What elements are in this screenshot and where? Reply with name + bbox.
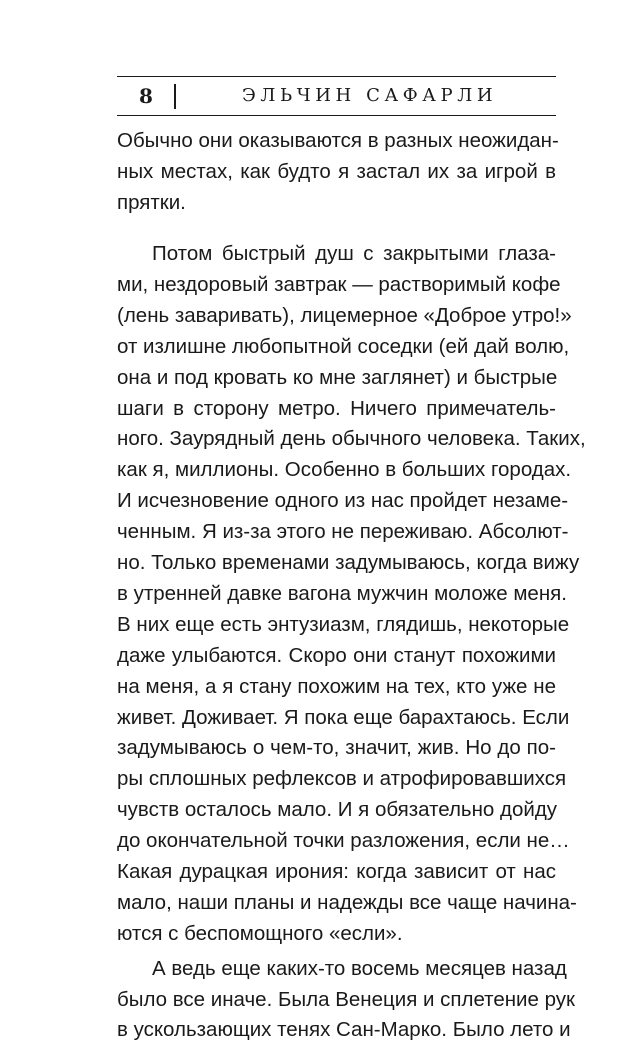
text-line: в ускользающих тенях Сан-Марко. Было лето и [117, 1018, 571, 1041]
text-line: ры сплошных рефлексов и атрофировавшихся [117, 767, 567, 790]
text-line: Потом быстрый душ с закрытыми глаза- [152, 242, 556, 265]
text-line: чувств осталось мало. И я обязательно дойду [117, 798, 558, 821]
page-number: 8 [139, 84, 153, 108]
text-line: мало, наши планы и надежды все чаще начина- [117, 891, 577, 914]
header-divider [174, 84, 176, 109]
text-line: в утренней давке вагона мужчин моложе меня. [117, 582, 567, 605]
running-header [117, 76, 556, 116]
text-line: от излишне любопытной соседки (ей дай волю, [117, 335, 570, 358]
text-line: ного. Заурядный день обычного человека. Таких, [117, 427, 586, 450]
text-line: ются с беспомощного «если». [117, 922, 403, 945]
text-line: задумываюсь о чем-то, значит, жив. Но до по- [117, 736, 556, 759]
text-line: Какая дурацкая ирония: когда зависит от нас [117, 860, 556, 883]
text-line: до окончательной точки разложения, если не… [117, 829, 570, 852]
text-line: И исчезновение одного из нас пройдет незаме- [117, 489, 569, 512]
text-line: ных местах, как будто я застал их за игрой в [117, 160, 556, 183]
text-line: прятки. [117, 191, 186, 214]
text-line: на меня, а я стану похожим на тех, кто уже не [117, 675, 556, 698]
text-line: Обычно они оказываются в разных неожидан- [117, 129, 559, 152]
text-line: как я, миллионы. Особенно в больших городах. [117, 458, 572, 481]
text-line: она и под кровать ко мне заглянет) и быстрые [117, 366, 558, 389]
text-line: даже улыбаются. Скоро они станут похожими [117, 644, 556, 667]
text-line: живет. Доживает. Я пока еще барахтаюсь. Если [117, 706, 570, 729]
text-line: ми, нездоровый завтрак — растворимый кофе [117, 273, 561, 296]
text-line: В них еще есть энтузиазм, глядишь, некоторые [117, 613, 570, 636]
text-line: А ведь еще каких-то восемь месяцев назад [152, 957, 567, 980]
text-line: было все иначе. Была Венеция и сплетение рук [117, 988, 575, 1011]
text-line: (лень заваривать), лицемерное «Доброе утро!» [117, 304, 572, 327]
text-line: но. Только временами задумываюсь, когда вижу [117, 551, 580, 574]
text-line: шаги в сторону метро. Ничего примечатель- [117, 397, 556, 420]
text-line: ченным. Я из-за этого не переживаю. Абсолют- [117, 520, 569, 543]
running-head-author: ЭЛЬЧИН САФАРЛИ [242, 85, 498, 106]
